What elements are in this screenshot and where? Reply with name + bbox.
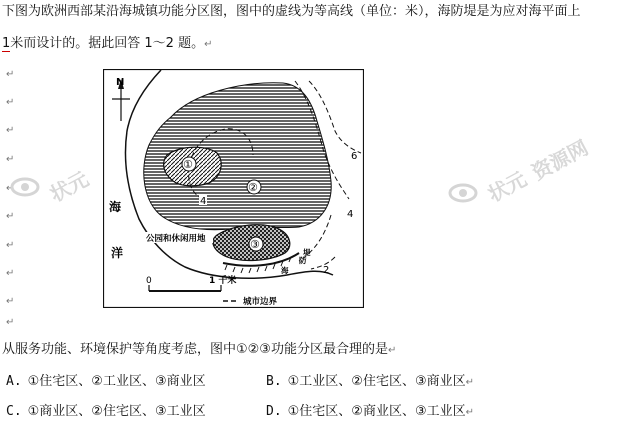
legend-city-boundary: 城市边界	[243, 297, 278, 307]
option-b[interactable]: B. ①工业区、②住宅区、③商业区↵	[266, 374, 475, 389]
paragraph-mark: ↵	[6, 154, 15, 165]
option-c[interactable]: C. ①商业区、②住宅区、③工业区	[6, 404, 206, 419]
scale-zero: 0	[146, 276, 152, 286]
ocean-label: 洋	[111, 246, 124, 260]
paragraph-mark: ↵	[6, 69, 15, 80]
zone-1-label: ①	[183, 158, 193, 171]
dike-label: 海	[281, 266, 289, 275]
park-label: 公园和休闲用地	[146, 234, 206, 244]
dike-label: 堤	[303, 248, 311, 257]
contour-label: 4	[347, 209, 354, 220]
paragraph-mark: ↵	[6, 211, 15, 222]
contour-label: 2	[323, 265, 330, 276]
question-line-1: 下图为欧洲西部某沿海城镇功能分区图，图中的虚线为等高线（单位：米），海防堤是为应对海平面上	[2, 4, 581, 19]
dike-label: 防	[299, 256, 307, 265]
question-line-2: 1米而设计的。据此回答 1～2 题。↵	[2, 36, 213, 51]
underlined-digit: 1	[2, 36, 11, 51]
paragraph-mark: ↵	[6, 97, 15, 108]
paragraph-mark: ↵	[6, 268, 15, 279]
zone-3-label: ③	[250, 238, 260, 251]
paragraph-mark: ↵	[6, 183, 15, 194]
city-zoning-map	[103, 69, 364, 308]
sea-label: 海	[109, 200, 122, 214]
paragraph-mark: ↵	[6, 240, 15, 251]
question-prompt: 从服务功能、环境保护等角度考虑，图中①②③功能分区最合理的是↵	[2, 342, 397, 357]
paragraph-mark: ↵	[6, 125, 15, 136]
paragraph-mark: ↵	[6, 317, 15, 328]
eye-logo-icon	[448, 182, 478, 204]
map-figure	[103, 69, 364, 308]
contour-label: 4	[200, 196, 207, 207]
option-a[interactable]: A. ①住宅区、②工业区、③商业区	[6, 374, 206, 389]
eye-logo-icon	[10, 176, 40, 198]
scale-km: 1 千米	[209, 276, 237, 286]
option-d[interactable]: D. ①住宅区、②商业区、③工业区↵	[266, 404, 475, 419]
watermark-right: 状元 资源网	[448, 182, 478, 208]
north-label: N	[116, 77, 125, 88]
contour-label: 6	[351, 151, 358, 162]
watermark-left: 状元	[10, 176, 40, 202]
zone-2-label: ②	[248, 181, 258, 194]
paragraph-mark: ↵	[6, 296, 15, 307]
